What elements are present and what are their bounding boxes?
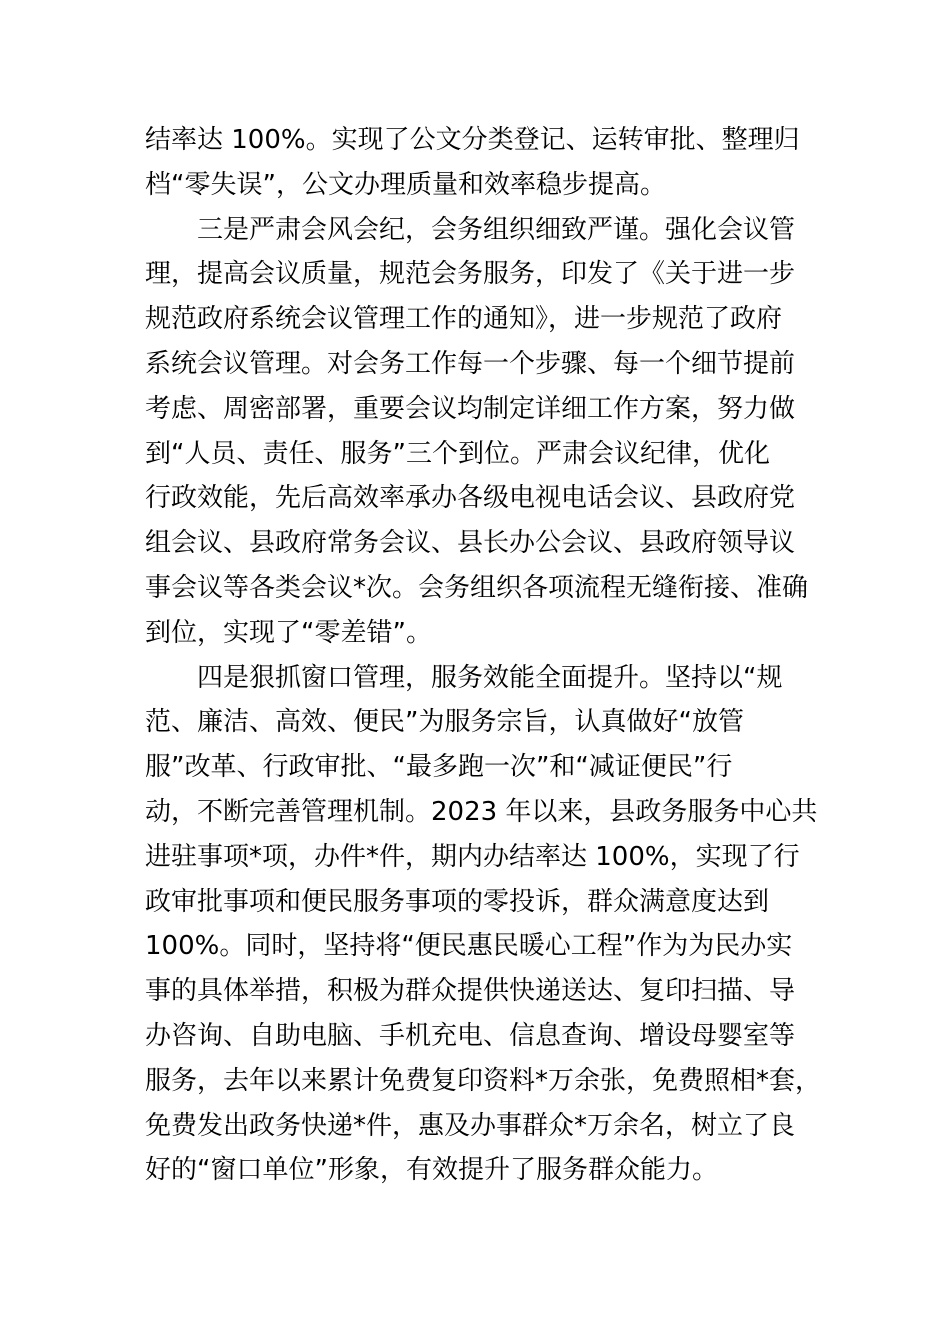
- text-line: 考虑、周密部署，重要会议均制定详细工作方案，努力做: [145, 393, 796, 424]
- paragraph-meetings: [145, 208, 810, 656]
- text-line: 服务，去年以来累计免费复印资料*万余张，免费照相*套，: [145, 1065, 822, 1096]
- text-line: 系统会议管理。对会务工作每一个步骤、每一个细节提前: [145, 348, 796, 379]
- text-line: 范、廉洁、高效、便民”为服务宗旨，认真做好“放管: [145, 707, 744, 738]
- text-line: 到位，实现了“零差错”。: [145, 617, 432, 648]
- text-line: 100%。同时，坚持将“便民惠民暖心工程”作为为民办实: [145, 931, 793, 962]
- text-line: 三是严肃会风会纪，会务组织细致严谨。强化会议管: [197, 214, 796, 245]
- text-line: 行政效能，先后高效率承办各级电视电话会议、县政府党: [145, 483, 796, 514]
- text-line: 结率达 100%。实现了公文分类登记、运转审批、整理归: [145, 125, 800, 155]
- paragraph-window-service: [145, 656, 822, 1194]
- paragraph-continued: [145, 118, 810, 208]
- text-line: 理，提高会议质量，规范会务服务，印发了《关于进一步: [145, 259, 796, 290]
- text-line: 事会议等各类会议*次。会务组织各项流程无缝衔接、准确: [145, 572, 809, 603]
- text-line: 四是狠抓窗口管理，服务效能全面提升。坚持以“规: [197, 662, 783, 693]
- text-line: 到“人员、责任、服务”三个到位。严肃会议纪律，优化: [145, 438, 770, 469]
- text-line: 办咨询、自助电脑、手机充电、信息查询、增设母婴室等: [145, 1020, 796, 1051]
- document-body: [145, 118, 822, 1193]
- text-line: 档“零失误”，公文办理质量和效率稳步提高。: [145, 169, 666, 200]
- text-line: 服”改革、行政审批、“最多跑一次”和“减证便民”行: [145, 752, 733, 783]
- text-line: 免费发出政务快递*件，惠及办事群众*万余名，树立了良: [145, 1110, 796, 1141]
- text-line: 进驻事项*项，办件*件，期内办结率达 100%，实现了行: [145, 841, 800, 872]
- text-line: 规范政府系统会议管理工作的通知》，进一步规范了政府: [145, 304, 783, 335]
- text-line: 政审批事项和便民服务事项的零投诉，群众满意度达到: [145, 886, 770, 917]
- text-line: 好的“窗口单位”形象，有效提升了服务群众能力。: [145, 1155, 718, 1186]
- text-line: 事的具体举措，积极为群众提供快递送达、复印扫描、导: [145, 976, 796, 1007]
- text-line: 组会议、县政府常务会议、县长办公会议、县政府领导议: [145, 528, 796, 559]
- text-line: 动，不断完善管理机制。2023 年以来，县政务服务中心共: [145, 796, 818, 827]
